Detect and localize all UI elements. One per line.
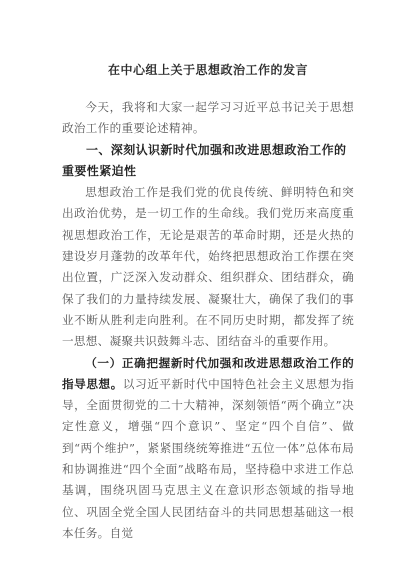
section-heading-1: 一、深刻认识新时代加强和改进思想政治工作的重要性紧迫性: [62, 142, 347, 178]
document-title: 在中心组上关于思想政治工作的发言: [107, 63, 308, 77]
subsection-1-body: 以习近平新时代中国特色社会主义思想为指导，全面贯彻党的二十大精神，深刻领悟“两个确立”决定性意义，增强“四个意识”、坚定“四个自信”、做到“两个维护”，紧紧围绕统筹推进“五位一体”总体布局和协调推进“四个全面”战略布局，坚持稳中求进工作总基调，围绕巩固马克思主义在意识形态领域的指导地位、巩固全党全国人民团结奋斗的共同思想基础这一根本任务。自觉: [62, 376, 354, 540]
intro-paragraph: 今天，我将和大家一起学习习近平总书记关于思想政治工作的重要论述精神。: [62, 100, 354, 136]
subsection-heading-1: （一）正确把握新时代加强和改进思想政治工作的指导思想。: [62, 355, 354, 391]
section-1-paragraph: 思想政治工作是我们党的优良传统、鲜明特色和突出政治优势，是一切工作的生命线。我们党历来高度重视思想政治工作，无论是艰苦的革命时期，还是火热的建设岁月蓬勃的改革年代，始终把思想政治工作摆在突出位置，广泛深入发动群众、组织群众、团结群众，确保了我们的力量持续发展、凝聚壮大，确保了我们的事业不断从胜利走向胜利。在不同历史时期，都发挥了统一思想、凝聚共识鼓舞斗志、团结奋斗的重要作用。: [62, 185, 354, 349]
subsection-1-paragraph: [62, 353, 354, 545]
